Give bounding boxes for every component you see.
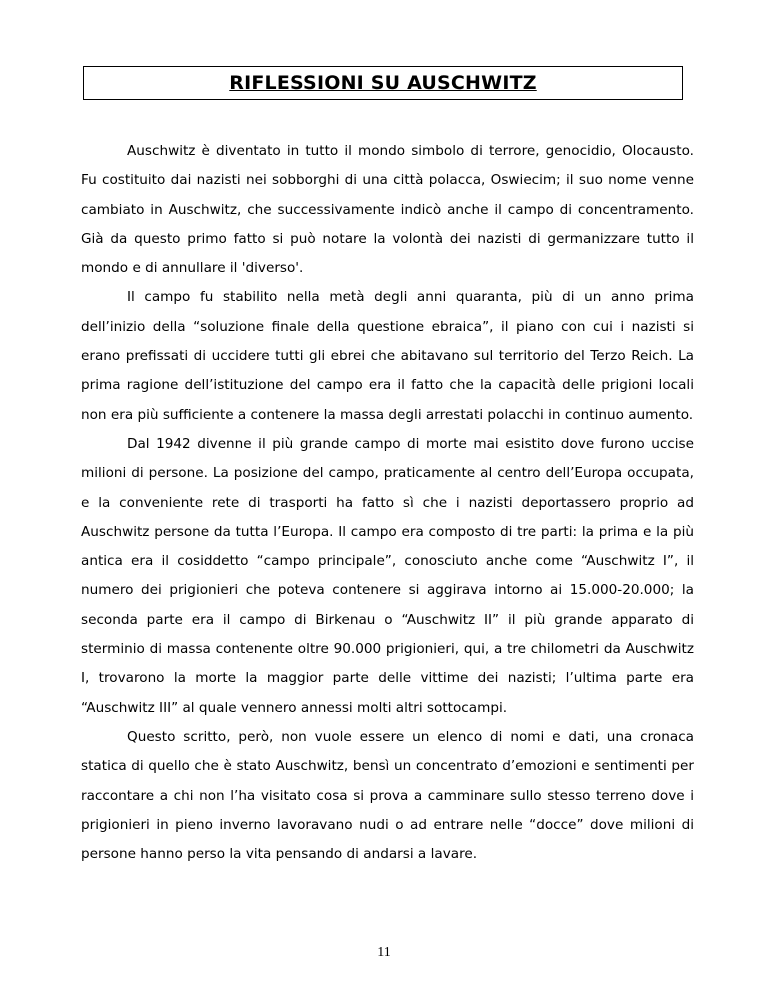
document-body bbox=[81, 137, 694, 869]
page-number: 11 bbox=[377, 945, 391, 960]
title-box bbox=[83, 66, 683, 100]
paragraph-4: Questo scritto, però, non vuole essere un elenco di nomi e dati, una cronaca statica di quello che è stato Auschwitz, bensì un concentrato d’emozioni e sentimenti per raccontare a chi non l’ha visitato cosa si prova a camminare sullo stesso terreno dove i prigionieri in pieno inverno lavoravano nudi o ad entrare nelle “docce” dove milioni di persone hanno perso la vita pensando di andarsi a lavare. bbox=[81, 728, 694, 863]
paragraph-2: Il campo fu stabilito nella metà degli anni quaranta, più di un anno prima dell’inizio della “soluzione finale della questione ebraica”, il piano con cui i nazisti si erano prefissati di uccidere tutti gli ebrei che abitavano sul territorio del Terzo Reich. La prima ragione dell’istituzione del campo era il fatto che la capacità delle prigioni locali non era più sufficiente a contenere la massa degli arrestati polacchi in continuo aumento. bbox=[81, 289, 694, 423]
paragraph-1: Auschwitz è diventato in tutto il mondo simbolo di terrore, genocidio, Olocausto. Fu costituito dai nazisti nei sobborghi di una città polacca, Oswiecim; il suo nome venne cambiato in Auschwitz, che successivamente indicò anche il campo di concentramento. Già da questo primo fatto si può notare la volontà dei nazisti di germanizzare tutto il mondo e di annullare il 'diverso'. bbox=[81, 143, 694, 277]
paragraph-3: Dal 1942 divenne il più grande campo di morte mai esistito dove furono uccise milioni di persone. La posizione del campo, praticamente al centro dell’Europa occupata, e la conveniente rete di trasporti ha fatto sì che i nazisti deportassero proprio ad Auschwitz persone da tutta l’Europa. Il campo era composto di tre parti: la prima e la più antica era il cosiddetto “campo principale”, conosciuto anche come “Auschwitz I”, il numero dei prigionieri che poteva contenere si aggirava intorno ai 15.000-20.000; la seconda parte era il campo di Birkenau o “Auschwitz II” il più grande apparato di sterminio di massa contenente oltre 90.000 prigionieri, qui, a tre chilometri da Auschwitz I, trovarono la morte la maggior parte delle vittime dei nazisti; l’ultima parte era “Auschwitz III” al quale vennero annessi molti altri sottocampi. bbox=[81, 435, 694, 716]
page-title: RIFLESSIONI SU AUSCHWITZ bbox=[229, 72, 537, 94]
